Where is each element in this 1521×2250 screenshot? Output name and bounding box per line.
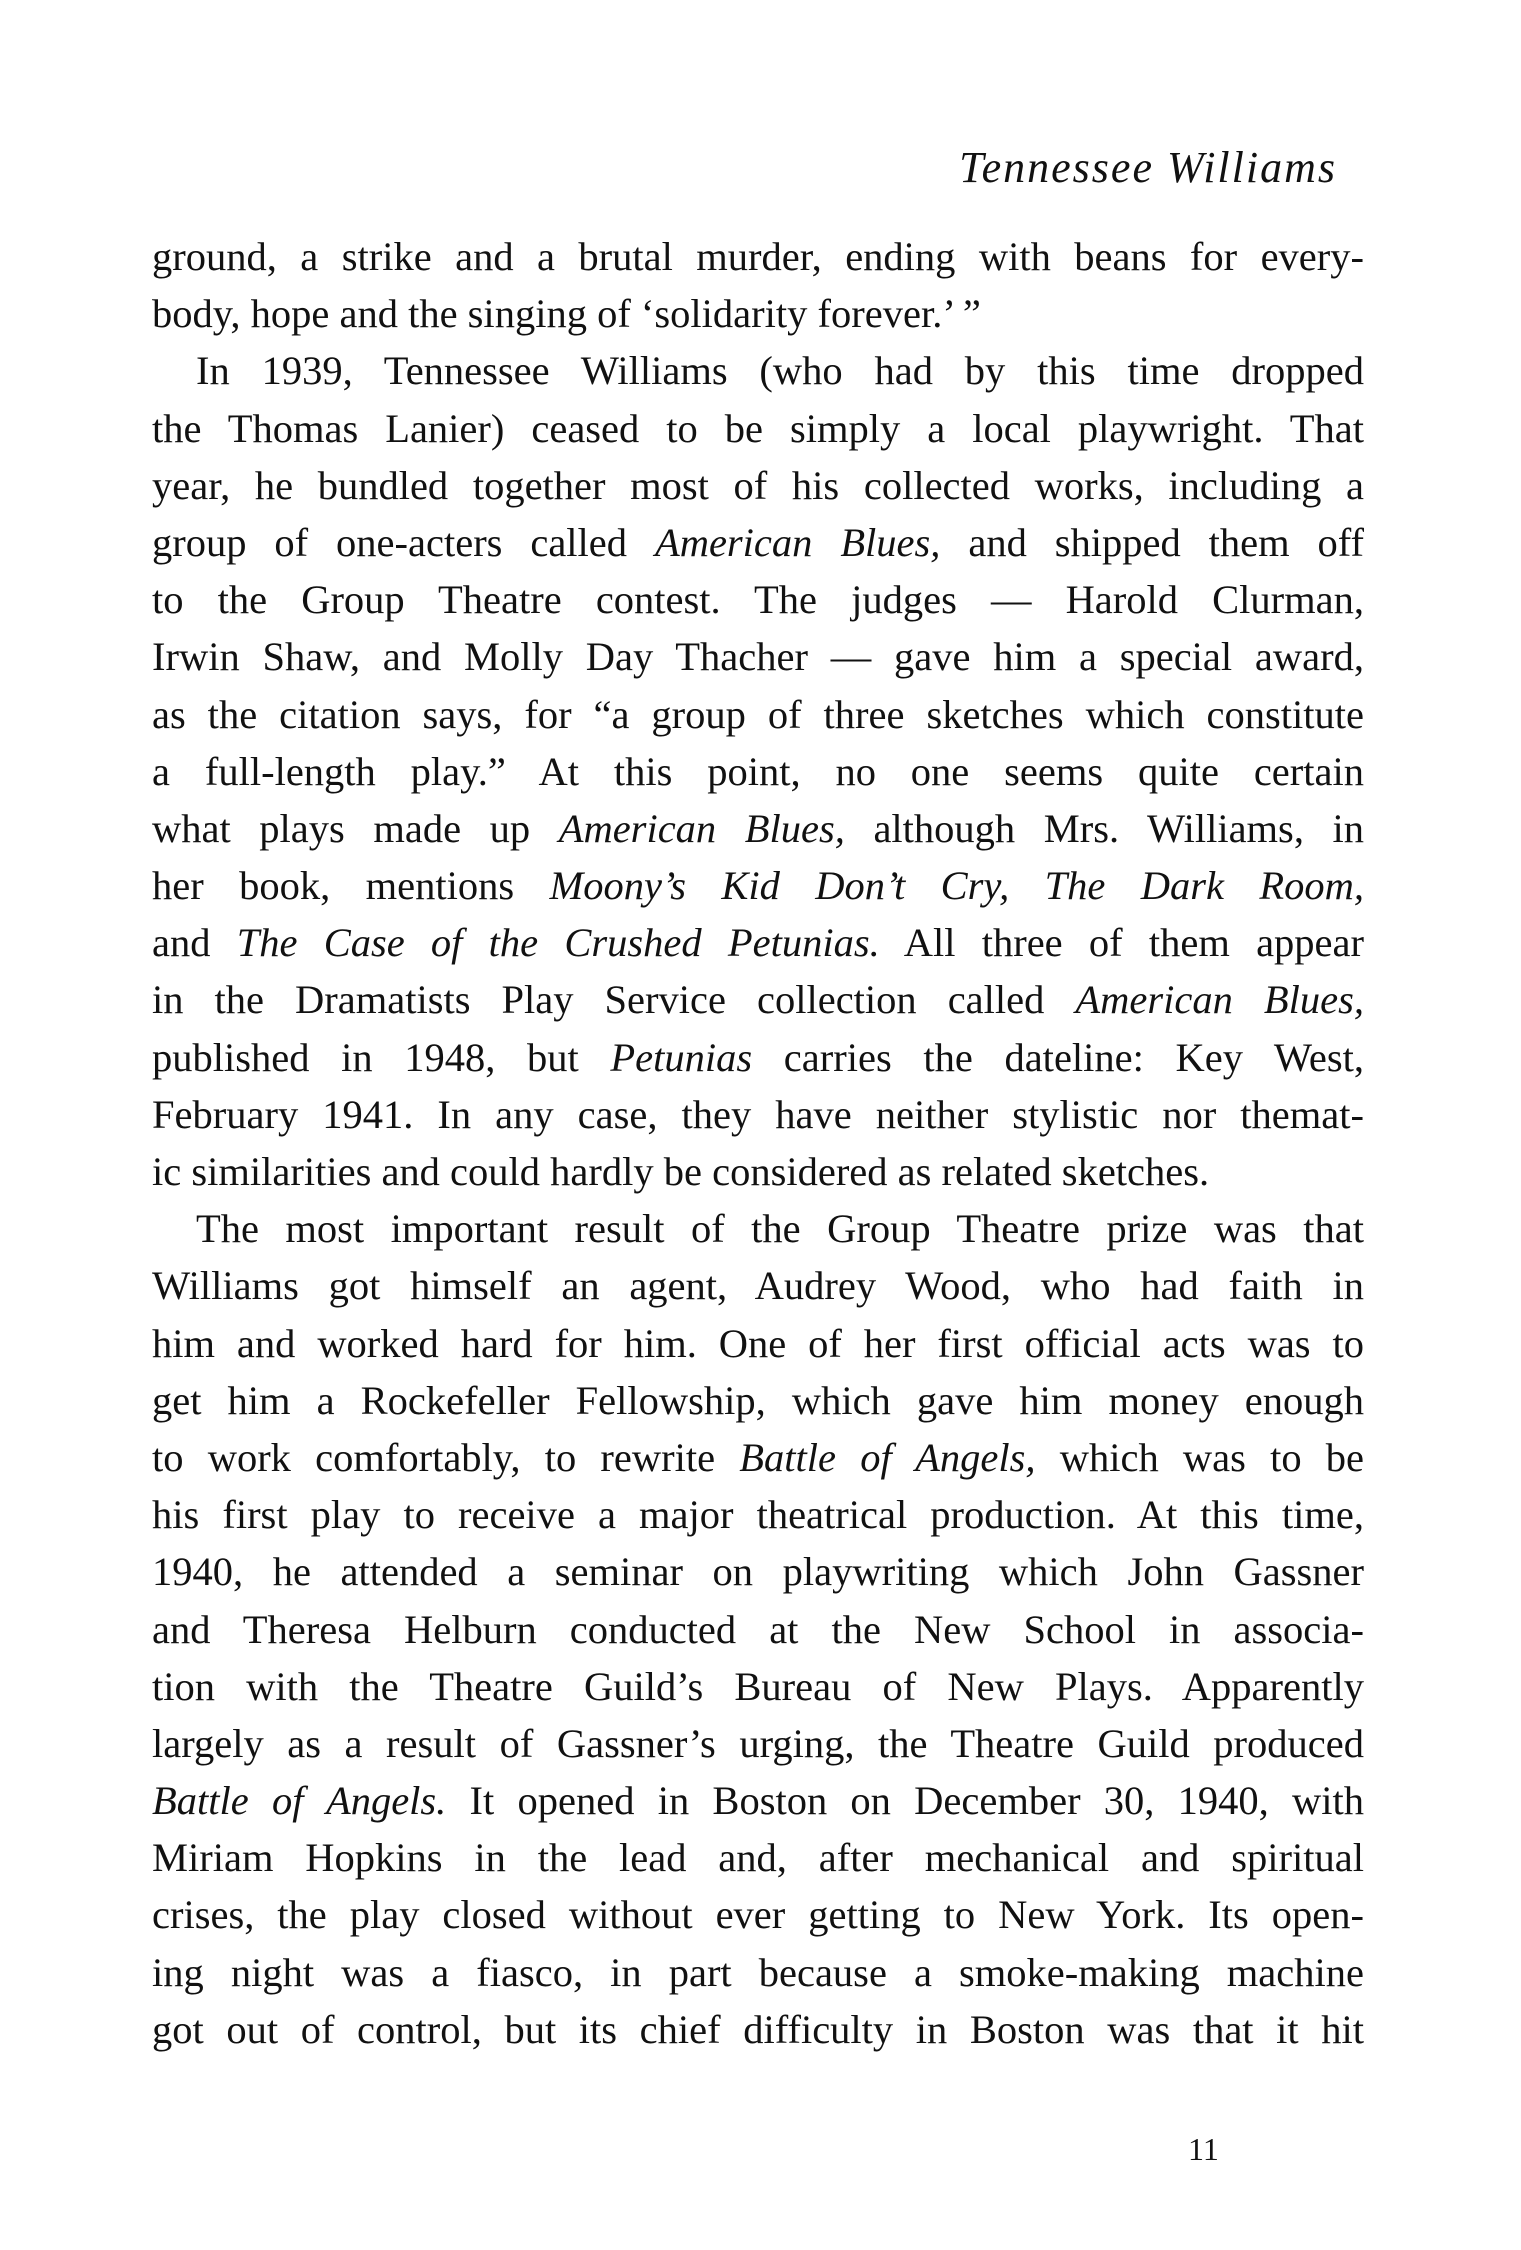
text-line: him and worked hard for him. One of her first official acts was to [152,1320,1364,1366]
text-line: published in 1948, but Petunias carries the dateline: Key West, [152,1034,1365,1080]
text-line: her book, mentions Moony’s Kid Don’t Cry, The Dark Room, [152,863,1364,909]
running-head: Tennessee Williams [959,143,1337,192]
text-line: to the Group Theatre contest. The judges — Harold Clurman, [152,577,1364,623]
text-line: his first play to receive a major theatrical production. At this time, [152,1492,1364,1538]
text-line: got out of control, but its chief difficulty in Boston was that it hit [152,2006,1364,2052]
text-line: The most important result of the Group Theatre prize was that [196,1206,1364,1252]
text-line: largely as a result of Gassner’s urging, the Theatre Guild produced [152,1720,1364,1766]
text-line: group of one-acters called American Blues, and shipped them off [152,519,1365,565]
text-line: 1940, he attended a seminar on playwriting which John Gassner [152,1549,1364,1595]
text-line: the Thomas Lanier) ceased to be simply a local playwright. That [152,405,1364,451]
text-line: in the Dramatists Play Service collection called American Blues, [152,977,1364,1023]
text-line: ic similarities and could hardly be considered as related sketches. [152,1149,1210,1194]
text-line: Irwin Shaw, and Molly Day Thacher — gave him a special award, [152,634,1364,680]
page-number: 11 [1188,2131,1219,2167]
text-line: and Theresa Helburn conducted at the New School in associa- [152,1606,1364,1652]
text-line: a full-length play.” At this point, no one seems quite certain [152,748,1364,794]
text-line: ing night was a fiasco, in part because a smoke-making machine [152,1949,1364,1995]
text-line: what plays made up American Blues, although Mrs. Williams, in [152,805,1365,851]
body-text [152,228,1364,2058]
text-line: Miriam Hopkins in the lead and, after mechanical and spiritual [152,1835,1364,1881]
text-line: to work comfortably, to rewrite Battle of Angels, which was to be [152,1434,1364,1480]
text-line: ground, a strike and a brutal murder, ending with beans for every- [152,234,1364,279]
text-line: get him a Rockefeller Fellowship, which gave him money enough [152,1377,1364,1423]
text-line: body, hope and the singing of ‘solidarity forever.’ ” [152,291,981,337]
text-line: tion with the Theatre Guild’s Bureau of New Plays. Apparently [152,1663,1364,1709]
text-line: In 1939, Tennessee Williams (who had by this time dropped [196,348,1364,394]
text-line: crises, the play closed without ever getting to New York. Its open- [152,1892,1364,1938]
text-line: year, he bundled together most of his collected works, including a [152,462,1364,508]
text-line: Williams got himself an agent, Audrey Wood, who had faith in [152,1263,1364,1309]
text-line: as the citation says, for “a group of three sketches which constitute [152,691,1364,737]
text-line: Battle of Angels. It opened in Boston on December 30, 1940, with [152,1778,1364,1824]
text-line: and The Case of the Crushed Petunias. All three of them appear [152,920,1364,966]
text-line: February 1941. In any case, they have neither stylistic nor themat- [152,1091,1364,1137]
